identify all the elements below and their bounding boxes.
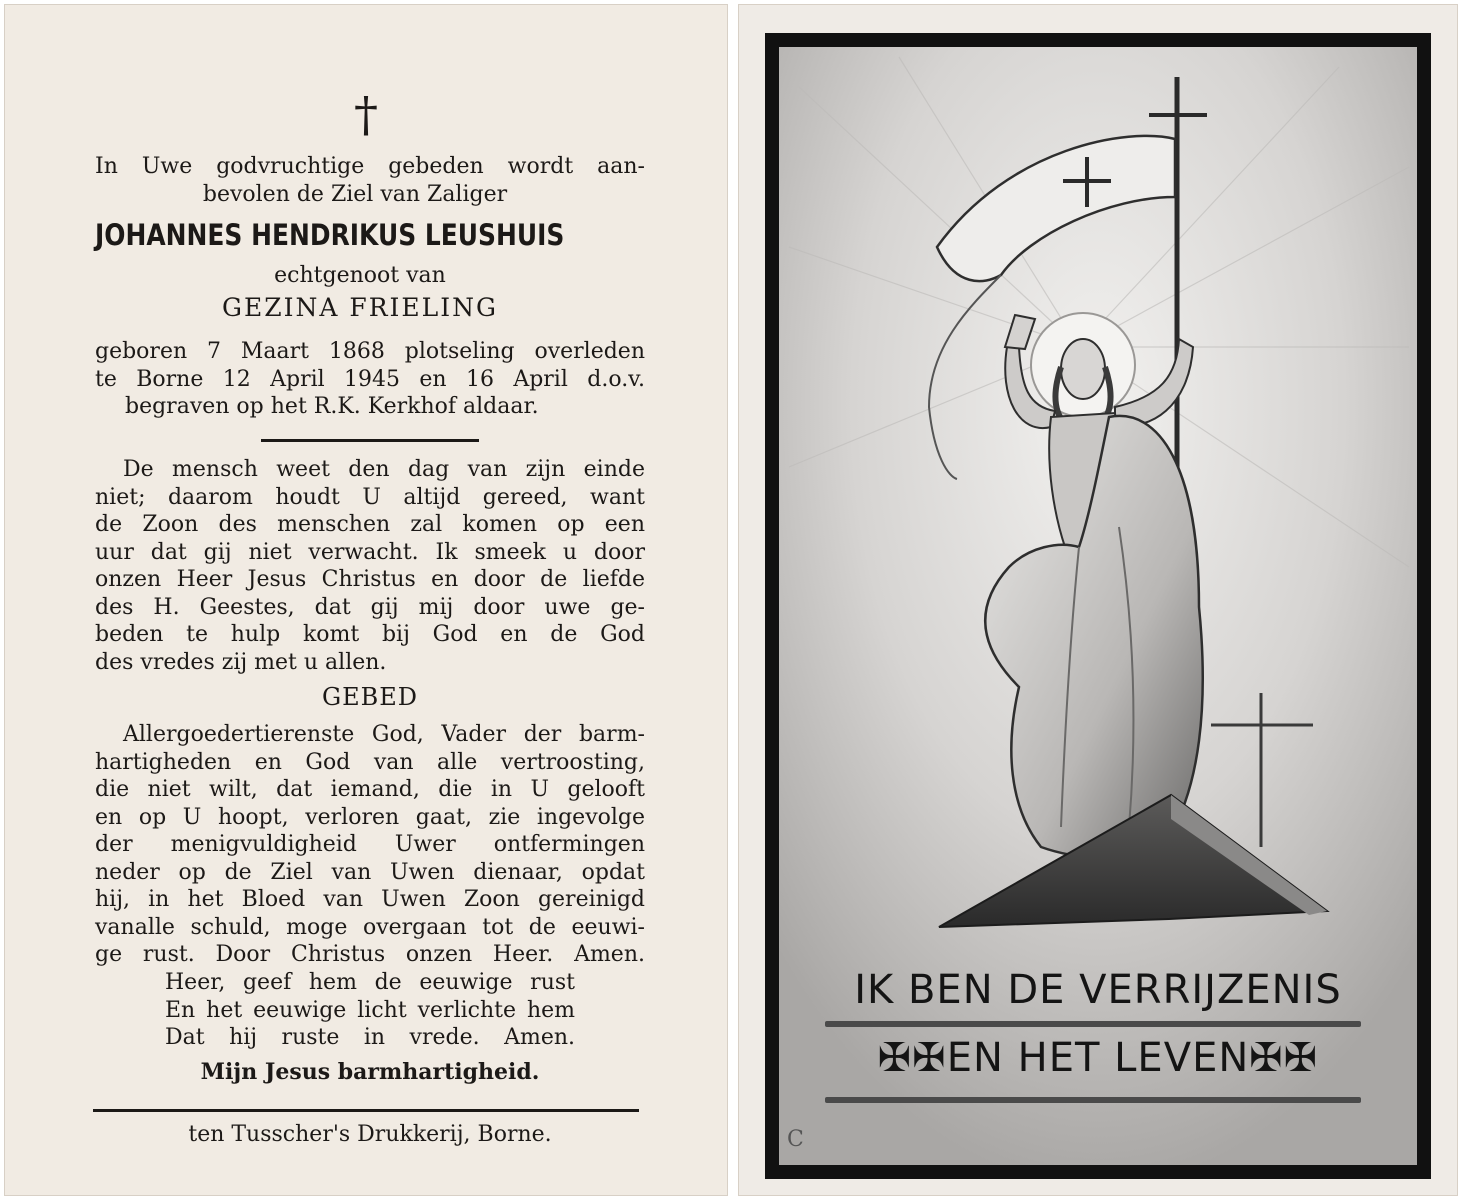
artist-signature: C [787, 1127, 804, 1152]
prayer-line: Allergoedertierenste God, Vader der barm- [123, 722, 645, 747]
spouse-name: GEZINA FRIELING [222, 292, 498, 322]
verse-line: des H. Geestes, dat gij mij door uwe ge- [95, 594, 645, 620]
intro-line: In Uwe godvruchtige gebeden wordt aan- [95, 154, 645, 179]
footer-divider [93, 1109, 639, 1112]
printer-credit: ten Tusscher's Drukkerij, Borne. [188, 1122, 552, 1147]
rest-line: En het eeuwige licht verlichte hem [165, 997, 575, 1023]
black-border-frame [765, 33, 1431, 1179]
rest-line: Dat hij ruste in vrede. Amen. [165, 1025, 575, 1050]
memorial-text-card [4, 4, 728, 1196]
birth-death-line: te Borne 12 April 1945 en 16 April d.o.v. [95, 366, 645, 392]
caption-line-1: IK BEN DE VERRIJZENIS [854, 967, 1342, 1013]
birth-death-line: begraven op het R.K. Kerkhof aldaar. [125, 394, 539, 419]
resurrection-illustration [779, 47, 1417, 1165]
closing-invocation: Mijn Jesus barmhartigheid. [200, 1059, 540, 1085]
birth-death-line: geboren 7 Maart 1868 plotseling overleden [95, 339, 645, 364]
verse-line: onzen Heer Jesus Christus en door de liefde [95, 567, 645, 592]
prayer-block [95, 721, 645, 969]
prayer-line: vanalle schuld, moge overgaan tot de eeuwi- [95, 914, 645, 940]
verse-block [95, 456, 645, 676]
prayer-line: ge rust. Door Christus onzen Heer. Amen. [95, 942, 645, 967]
caption-line-2: ✠✠EN HET LEVEN✠✠ [877, 1035, 1319, 1081]
birth-death-block [95, 338, 645, 421]
prayer-line: hij, in het Bloed van Uwen Zoon gereinigd [95, 887, 645, 912]
christ-head [1061, 339, 1105, 399]
prayer-line: hartigheden en God van alle vertroosting, [95, 749, 645, 775]
verse-line: beden te hulp komt bij God en de God [95, 622, 645, 647]
prayer-line: die niet wilt, dat iemand, die in U gelooft [95, 777, 645, 802]
prayer-line: der menigvuldigheid Uwer ontfermingen [95, 832, 645, 857]
rest-block [165, 969, 575, 1052]
intro-line: bevolen de Ziel van Zaliger [202, 181, 508, 207]
spouse-label: echtgenoot van [274, 263, 446, 288]
verse-line: de Zoon des menschen zal komen op een [95, 512, 645, 537]
prayer-line: en op U hoopt, verloren gaat, zie ingevolge [95, 804, 645, 830]
rest-line: Heer, geef hem de eeuwige rust [165, 970, 575, 995]
verse-line: uur dat gij niet verwacht. Ik smeek u door [95, 539, 645, 565]
deceased-name: JOHANNES HENDRIKUS LEUSHUIS [95, 218, 565, 252]
verse-line: des vredes zij met u allen. [95, 649, 387, 675]
divider [261, 439, 479, 442]
cross-icon: † [354, 87, 378, 143]
verse-line: De mensch weet den dag van zijn einde [123, 457, 645, 482]
memorial-image-card [738, 4, 1458, 1196]
verse-line: niet; daarom houdt U altijd gereed, want [95, 484, 645, 510]
caption-bar-bottom [825, 1097, 1361, 1103]
caption-bar-top [825, 1021, 1361, 1027]
spouse-block [95, 262, 645, 326]
prayer-line: neder op de Ziel van Uwen dienaar, opdat [95, 859, 645, 885]
intro-block [95, 153, 645, 208]
prayer-title: GEBED [321, 683, 419, 711]
